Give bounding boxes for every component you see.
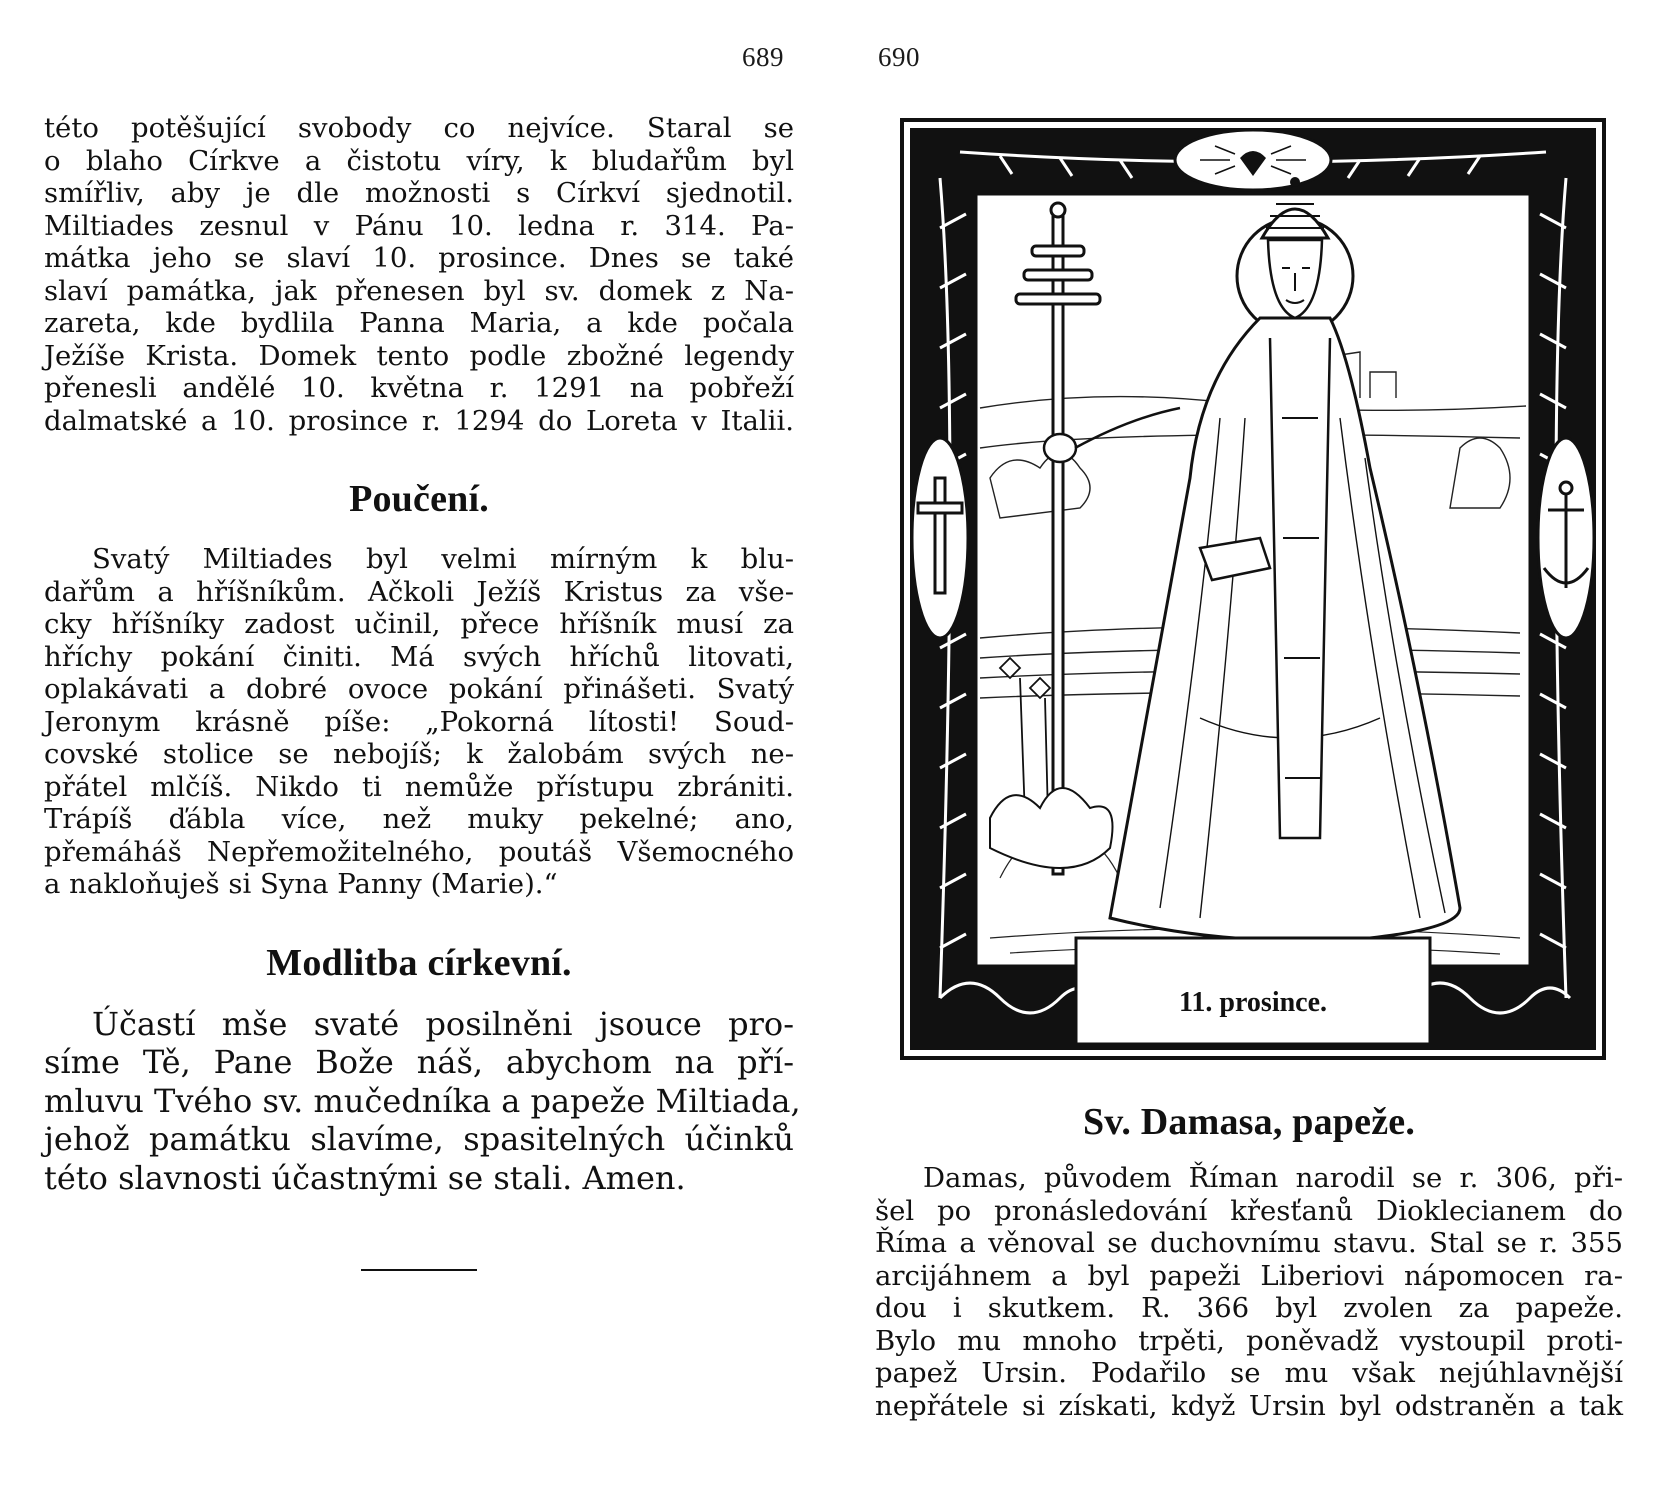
text-line: dou i skutkem. R. 366 byl zvolen za papeže. (875, 1292, 1623, 1324)
page-number-left: 689 (742, 42, 784, 72)
text-line: mátka jeho se slaví 10. prosince. Dnes se také (44, 242, 794, 274)
text-line: Svatý Miltiades byl velmi mírným k blu- (92, 543, 794, 575)
text-line: arcijáhnem a byl papeži Liberiovi nápomocen ra- (875, 1259, 1623, 1292)
left-page-column (44, 112, 801, 1271)
text-line: covské stolice se nebojíš; k žalobám svých ne- (44, 738, 794, 770)
text-line: šel po pronásledování křesťanů Dioklecianem do (875, 1194, 1623, 1227)
text-line: smířliv, aby je dle možnosti s Církví sjednotil. (44, 177, 794, 209)
text-line: jehož památku slavíme, spasitelných účinků (44, 1120, 794, 1158)
prayer-paragraph (44, 1004, 801, 1198)
text-line: Jeronym krásně píše: „Pokorná lítosti! Soud- (44, 705, 794, 738)
text-line: papež Ursin. Podařilo se mu však nejúhlavnější (875, 1357, 1623, 1389)
text-line: přátel mlčíš. Nikdo ti nemůže přístupu zbrániti. (44, 770, 794, 803)
text-line: dalmatské a 10. prosince r. 1294 do Loreta v Italii. (44, 404, 794, 437)
text-line: přenesli andělé 10. května r. 1291 na pobřeží (44, 372, 794, 404)
text-line: zareta, kde bydlila Panna Maria, a kde počala (44, 307, 794, 339)
illustration-caption: 11. prosince. (1178, 987, 1328, 1018)
text-line: této slavnosti účastnými se stali. Amen. (44, 1158, 686, 1197)
damas-heading: Sv. Damasa, papeže. (1082, 1101, 1416, 1143)
pallium (1270, 338, 1330, 838)
text-line: této potěšující svobody co nejvíce. Staral se (44, 112, 794, 144)
text-line: Miltiades zesnul v Pánu 10. ledna r. 314. Pa- (44, 209, 794, 242)
modlitba-heading: Modlitba církevní. (266, 941, 572, 984)
text-line: síme Tě, Pane Bože náš, abychom na pří- (44, 1043, 794, 1081)
text-line: Účastí mše svaté posilněni jsouce pro- (92, 1004, 794, 1043)
section-end-rule (361, 1269, 477, 1271)
page-number-right: 690 (878, 42, 920, 72)
pouceni-paragraph (44, 543, 794, 901)
text-line: cky hříšníky zadost učinil, přece hříšník musí za (44, 608, 794, 640)
text-line: mluvu Tvého sv. mučedníka a papeže Miltiada, (44, 1081, 801, 1120)
text-line: hříchy pokání činiti. Má svých hříchů litovati, (44, 640, 794, 673)
hand (1044, 434, 1076, 462)
text-line: o blaho Církve a čistotu víry, k bludařům byl (44, 144, 794, 177)
text-line: a nakloňuješ si Syna Panny (Marie).“ (44, 868, 558, 900)
pouceni-heading: Poučení. (349, 478, 489, 520)
text-line: Damas, původem Říman narodil se r. 306, při- (923, 1162, 1623, 1194)
saint-illustration (900, 118, 1606, 1060)
text-line: Říma a věnoval se duchovnímu stavu. Stal se r. 355 (875, 1227, 1623, 1259)
intro-paragraph (44, 112, 794, 437)
text-line: přemáháš Nepřemožitelného, poutáš Všemocného (44, 835, 794, 868)
text-line: oplakávati a dobré ovoce pokání přinášeti. Svatý (44, 673, 794, 705)
text-line: Ježíše Krista. Domek tento podle zbožné legendy (44, 339, 794, 372)
text-line: slaví památka, jak přenesen byl sv. domek z Na- (44, 274, 794, 307)
text-line: Trápíš ďábla více, než muky pekelné; ano, (44, 803, 794, 835)
right-page-column (875, 1162, 1623, 1422)
text-line: nepřátele si získati, když Ursin byl odstraněn a tak (875, 1389, 1623, 1422)
text-line: Bylo mu mnoho trpěti, poněvadž vystoupil proti- (875, 1324, 1623, 1357)
text-line: dařům a hříšníkům. Ačkoli Ježíš Kristus za vše- (44, 575, 794, 608)
